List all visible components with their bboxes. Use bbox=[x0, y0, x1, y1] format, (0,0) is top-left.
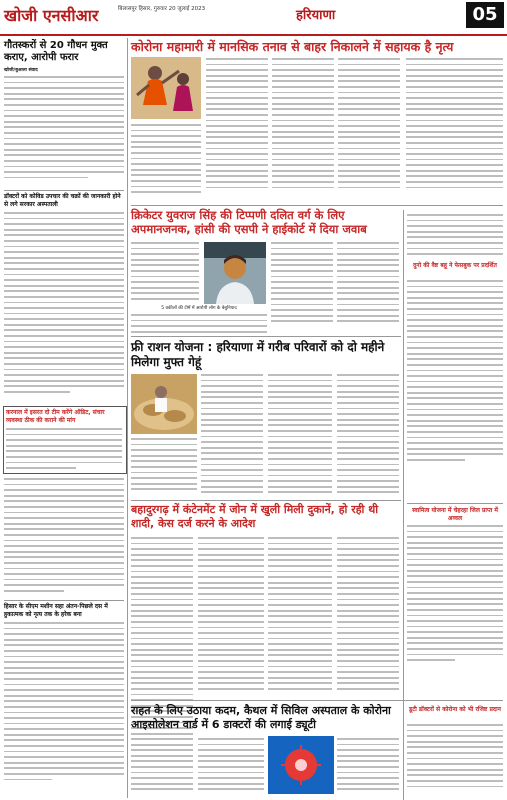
article-body bbox=[131, 738, 193, 794]
article-body bbox=[131, 314, 267, 336]
article-body bbox=[198, 738, 264, 794]
article-body bbox=[198, 537, 264, 694]
article-body bbox=[4, 212, 124, 397]
article-body bbox=[406, 58, 503, 192]
yuvraj-photo bbox=[204, 242, 266, 304]
headline-karnal: करनाल में इसरत दो टीम करेंगे ऑडिट, संचार व्यवस्था ठीक की कराने की मांग bbox=[6, 409, 105, 424]
caption-yuvraj: 5 वकीलों की टीमें में आरोपी लोग के बेबुनियाद bbox=[161, 306, 237, 311]
article-body bbox=[407, 525, 503, 665]
section-rule bbox=[131, 205, 503, 206]
paper-name: खोजी एनसीआर bbox=[4, 6, 99, 25]
article-body bbox=[337, 374, 399, 497]
article-body bbox=[338, 58, 400, 192]
headline-gaushala: गौतस्करों से 20 गौधन मुक्त कराए, आरोपी फरार bbox=[4, 40, 108, 63]
headline-right-small-2: स्वामित्व योजना में चेहरहा जिल प्राप्त में अव्वल bbox=[412, 507, 498, 522]
article-body bbox=[337, 738, 399, 794]
article-body bbox=[206, 58, 268, 192]
article-body bbox=[4, 622, 124, 784]
article-body bbox=[268, 537, 332, 694]
section-rule bbox=[131, 500, 401, 501]
kaithal-photo bbox=[268, 736, 334, 794]
article-body bbox=[337, 537, 399, 694]
article-body bbox=[271, 242, 333, 326]
section-rule bbox=[131, 700, 503, 701]
article-body bbox=[407, 280, 503, 465]
article-body bbox=[131, 124, 201, 197]
section-rule bbox=[4, 190, 124, 191]
column-rule bbox=[403, 210, 404, 800]
headline-right-small-3: डूटी डॉक्टरों से कोरोना को भी रजिष्ट प्रदान bbox=[409, 706, 501, 713]
headline-mental-stress: कोरोना महामारी में मानसिक तनाव से बाहर निकालने में सहायक है नृत्य bbox=[131, 39, 454, 54]
headline-kaithal: राहत के लिए उठाया कदम, कैथल में सिविल अस्पताल के कोरोना आइसोलेशन वार्ड में 6 डाक्टरों की लगाई ड्यूटी bbox=[131, 704, 391, 731]
article-body bbox=[268, 374, 332, 497]
article-body bbox=[337, 242, 399, 326]
masthead bbox=[0, 0, 507, 36]
article-body bbox=[201, 374, 263, 497]
headline-hindu-note: हिसार के सीएम मशीन सहा अंतन-पिछले दस में हुकात्मक को नृत्य तक के हरेक बना bbox=[4, 603, 108, 618]
article-body bbox=[407, 724, 503, 791]
section-rule bbox=[4, 600, 124, 601]
article-body bbox=[4, 76, 124, 182]
article-body bbox=[131, 438, 197, 494]
section-rule bbox=[407, 503, 503, 504]
article-body bbox=[131, 242, 199, 304]
section-rule bbox=[131, 336, 401, 337]
column-rule bbox=[127, 38, 128, 798]
page-number: 05 bbox=[466, 2, 504, 28]
article-body bbox=[272, 58, 334, 192]
headline-yuvraj: क्रिकेटर युवराज सिंह की टिप्पणी दलित वर्ग के लिए अपमानजनक, हांसी की एसपी ने हाईकोर्ट में दिया जवाब bbox=[131, 208, 367, 236]
headline-bahadurgarh: बहादुरगढ़ में कंटेनमेंट में जोन में खुली मिली दुकानें, हो रही थी शादी, केस दर्ज करने के आदेश bbox=[131, 503, 379, 530]
article-body bbox=[6, 428, 122, 473]
dance-photo bbox=[131, 57, 201, 119]
headline-sidebar-story: डॉक्टरों को कोविड उपचार की चक्रों की जानकारी होने से लगे सरकार अस्पताली bbox=[4, 193, 121, 208]
headline-right-small-1: दुनो की वैष्ट बहू ने फेसबुक पर प्रदर्शित bbox=[413, 262, 497, 269]
byline-gaushala: खोजी/बुआला संवाद bbox=[4, 68, 38, 73]
article-body bbox=[4, 478, 124, 595]
headline-ration: फ्री राशन योजना : हरियाणा में गरीब परिवारों को दो महीने मिलेगा मुफ्त गेहूं bbox=[131, 340, 385, 369]
section-name: हरियाणा bbox=[296, 8, 336, 23]
article-body bbox=[407, 214, 503, 259]
dateline: बिलासपुर हिसार, गुरुवार 20 जुलाई 2023 bbox=[118, 6, 206, 12]
wheat-photo bbox=[131, 374, 197, 434]
